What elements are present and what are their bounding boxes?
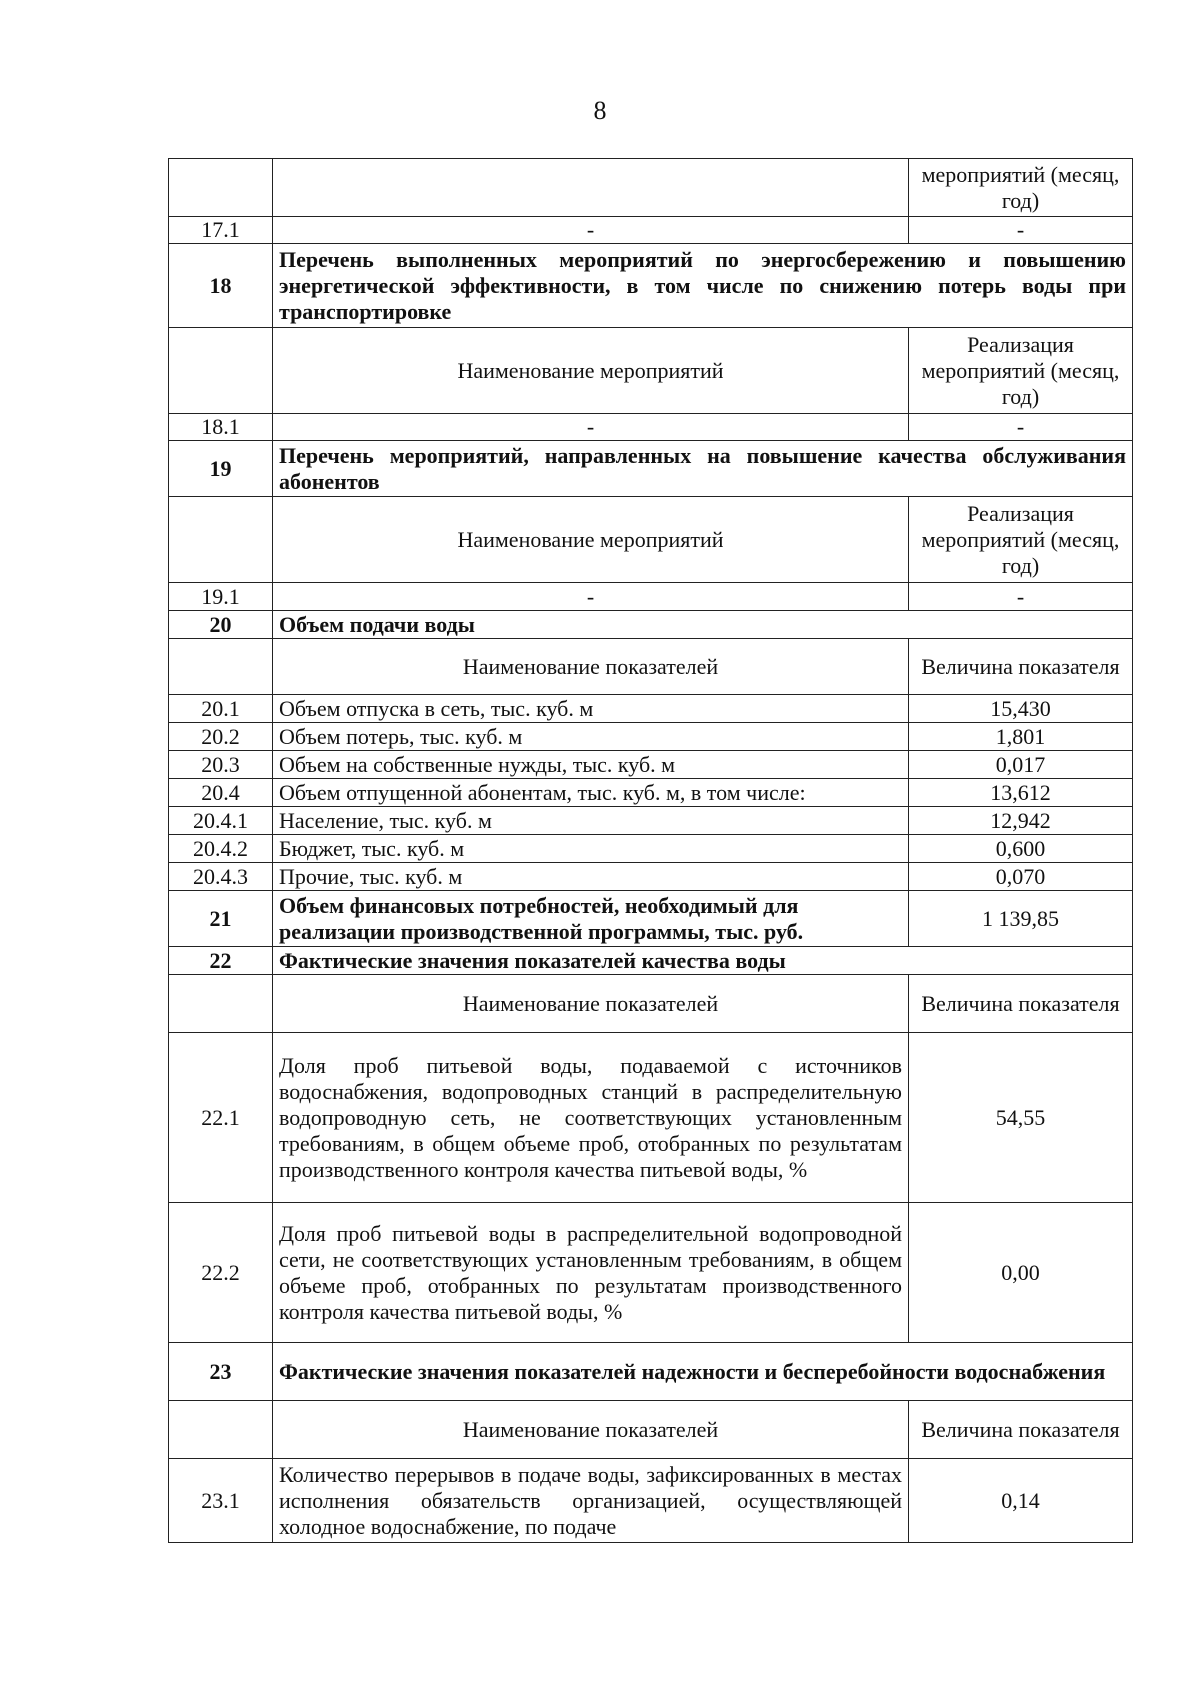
- row-name: -: [273, 217, 909, 244]
- row-value: 13,612: [909, 779, 1133, 807]
- table-row: [169, 414, 1133, 441]
- row-number: [169, 159, 273, 217]
- header-row: [169, 639, 1133, 695]
- row-number: 23.1: [169, 1459, 273, 1543]
- section-number: 19: [169, 441, 273, 497]
- column-header-value: Величина показателя: [909, 639, 1133, 695]
- row-value: мероприятий (месяц, год): [909, 159, 1133, 217]
- section-row: [169, 947, 1133, 975]
- section-row: [169, 244, 1133, 328]
- table-row: [169, 751, 1133, 779]
- row-name: Объем отпуска в сеть, тыс. куб. м: [273, 695, 909, 723]
- row-value: 0,017: [909, 751, 1133, 779]
- row-number: 20.4: [169, 779, 273, 807]
- row-number: 20.4.1: [169, 807, 273, 835]
- row-name: Доля проб питьевой воды в распределительной водопроводной сети, не соответствующих установленным требованиям, в общем объеме проб, отобранных по результатам производственного контроля качества питьевой воды, %: [273, 1203, 909, 1343]
- section-number: 20: [169, 611, 273, 639]
- table-row: [169, 1203, 1133, 1343]
- row-number: [169, 975, 273, 1033]
- table-row: [169, 1033, 1133, 1203]
- row-number: 20.3: [169, 751, 273, 779]
- row-name: Прочие, тыс. куб. м: [273, 863, 909, 891]
- row-value: -: [909, 217, 1133, 244]
- table-row: [169, 779, 1133, 807]
- column-header-name: Наименование показателей: [273, 975, 909, 1033]
- row-value: -: [909, 414, 1133, 441]
- table-row: [169, 583, 1133, 611]
- row-name: [273, 159, 909, 217]
- column-header-name: Наименование показателей: [273, 639, 909, 695]
- header-row: [169, 975, 1133, 1033]
- row-name: Бюджет, тыс. куб. м: [273, 835, 909, 863]
- row-value: -: [909, 583, 1133, 611]
- indicators-table: [168, 158, 1133, 1543]
- row-number: 22.2: [169, 1203, 273, 1343]
- page-number: 8: [593, 96, 607, 125]
- table-row: [169, 723, 1133, 751]
- section-title: Объем подачи воды: [273, 611, 1133, 639]
- row-number: 21: [169, 891, 273, 947]
- row-number: 22.1: [169, 1033, 273, 1203]
- section-title: Перечень выполненных мероприятий по энергосбережению и повышению энергетической эффективности, в том числе по снижению потерь воды при транспортировке: [273, 244, 1133, 328]
- table-row: [169, 1459, 1133, 1543]
- table-row: [169, 891, 1133, 947]
- column-header-name: Наименование мероприятий: [273, 328, 909, 414]
- row-value: 54,55: [909, 1033, 1133, 1203]
- column-header-value: Величина показателя: [909, 1401, 1133, 1459]
- section-title: Фактические значения показателей качества воды: [273, 947, 1133, 975]
- row-value: 0,600: [909, 835, 1133, 863]
- row-number: 20.4.2: [169, 835, 273, 863]
- section-row: [169, 1343, 1133, 1401]
- row-name: Объем на собственные нужды, тыс. куб. м: [273, 751, 909, 779]
- row-number: 19.1: [169, 583, 273, 611]
- row-number: [169, 1401, 273, 1459]
- section-number: 23: [169, 1343, 273, 1401]
- row-name: Объем отпущенной абонентам, тыс. куб. м, в том числе:: [273, 779, 909, 807]
- row-value: 0,070: [909, 863, 1133, 891]
- row-value: 1 139,85: [909, 891, 1133, 947]
- table-row: [169, 695, 1133, 723]
- header-row: [169, 497, 1133, 583]
- table-row: [169, 159, 1133, 217]
- row-value: 12,942: [909, 807, 1133, 835]
- row-value: 0,14: [909, 1459, 1133, 1543]
- row-name: Объем потерь, тыс. куб. м: [273, 723, 909, 751]
- table-row: [169, 217, 1133, 244]
- header-row: [169, 1401, 1133, 1459]
- column-header-value: Реализация мероприятий (месяц, год): [909, 497, 1133, 583]
- row-value: 15,430: [909, 695, 1133, 723]
- row-name: Количество перерывов в подаче воды, зафиксированных в местах исполнения обязательств организацией, осуществляющей холодное водоснабжение, по подаче: [273, 1459, 909, 1543]
- row-name: Население, тыс. куб. м: [273, 807, 909, 835]
- row-name: -: [273, 583, 909, 611]
- section-row: [169, 441, 1133, 497]
- row-number: 20.1: [169, 695, 273, 723]
- row-number: [169, 328, 273, 414]
- table-row: [169, 835, 1133, 863]
- row-number: 17.1: [169, 217, 273, 244]
- row-name: -: [273, 414, 909, 441]
- column-header-value: Величина показателя: [909, 975, 1133, 1033]
- section-number: 18: [169, 244, 273, 328]
- row-value: 1,801: [909, 723, 1133, 751]
- row-number: [169, 497, 273, 583]
- column-header-name: Наименование показателей: [273, 1401, 909, 1459]
- section-number: 22: [169, 947, 273, 975]
- column-header-value: Реализация мероприятий (месяц, год): [909, 328, 1133, 414]
- column-header-name: Наименование мероприятий: [273, 497, 909, 583]
- row-number: 20.2: [169, 723, 273, 751]
- row-value: 0,00: [909, 1203, 1133, 1343]
- section-title: Фактические значения показателей надежности и бесперебойности водоснабжения: [273, 1343, 1133, 1401]
- row-name: Объем финансовых потребностей, необходимый для реализации производственной программы, тыс. руб.: [273, 891, 909, 947]
- section-title: Перечень мероприятий, направленных на повышение качества обслуживания абонентов: [273, 441, 1133, 497]
- table-row: [169, 807, 1133, 835]
- row-number: 20.4.3: [169, 863, 273, 891]
- table-row: [169, 863, 1133, 891]
- row-name: Доля проб питьевой воды, подаваемой с источников водоснабжения, водопроводных станций в распределительную водопроводную сеть, не соответствующих установленным требованиям, в общем объеме проб, отобранных по результатам производственного контроля качества питьевой воды, %: [273, 1033, 909, 1203]
- section-row: [169, 611, 1133, 639]
- header-row: [169, 328, 1133, 414]
- row-number: [169, 639, 273, 695]
- row-number: 18.1: [169, 414, 273, 441]
